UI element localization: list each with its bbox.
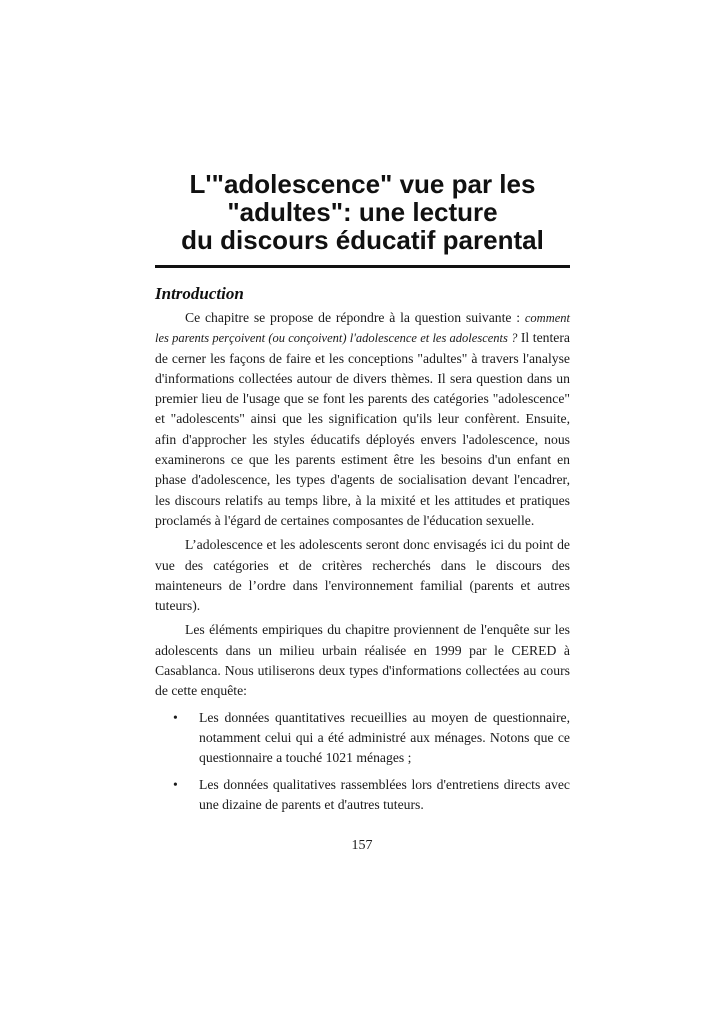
page-number: 157 <box>351 838 373 853</box>
chapter-title <box>155 170 570 254</box>
title-rule <box>155 265 570 268</box>
paragraph-1-lead: Ce chapitre se propose de répondre à la question suivante : <box>185 310 525 325</box>
title-line: du discours éducatif parental <box>181 225 544 255</box>
paragraph-2: L’adolescence et les adolescents seront donc envisagés ici du point de vue des catégories et de critères recherchés dans le discours des mainteneurs de l’ordre dans l'environnement familial (parents et autres tuteurs). <box>155 537 570 614</box>
bullet-icon: • <box>173 709 178 725</box>
list-item-text: Les données quantitatives recueillies au moyen de questionnaire, notamment celui qui a été administré aux ménages. Notons que ce questionnaire a touché 1021 ménages ; <box>199 709 570 766</box>
bullet-icon: • <box>173 776 178 792</box>
list-item <box>155 775 570 816</box>
list-item <box>155 708 570 769</box>
paragraph-3: Les éléments empiriques du chapitre proviennent de l'enquête sur les adolescents dans un milieu urbain réalisée en 1999 par le CERED à Casablanca. Nous utiliserons deux types d'informations collectées au cours de cette enquête: <box>155 622 570 699</box>
title-line: L'"adolescence" vue par les <box>189 169 536 199</box>
bullet-list <box>155 708 570 815</box>
paragraph-1 <box>155 308 570 531</box>
list-item-text: Les données qualitatives rassemblées lors d'entretiens directs avec une dizaine de parents et d'autres tuteurs. <box>199 776 570 812</box>
title-line: "adultes": une lecture <box>227 197 498 227</box>
paragraph-1-question: comment les parents perçoivent (ou conçoivent) l'adolescence et les adolescents ? <box>155 311 570 346</box>
section-heading: Introduction <box>155 284 244 303</box>
paragraph-1-rest: Il tentera de cerner les façons de faire et les conceptions "adultes" à travers l'analyse d'informations collectées autour de divers thèmes. Il sera question dans un premier lieu de l'usage que se font les parents des catégories "adolescence" et "adolescents" ainsi que les signification qu'ils leur confèrent. Ensuite, afin d'approcher les styles éducatifs déployés envers l'adolescence, nous examinerons ce que les parents estiment être les besoins d'un enfant en phase d'adolescence, les types d'agents de socialisation devant l'encadrer, les discours relatifs au temps libre, à la mixité et les attitudes et pratiques proclamés à l'égard de certaines composantes de l'éducation sexuelle. <box>155 330 570 528</box>
page-content <box>155 170 570 821</box>
